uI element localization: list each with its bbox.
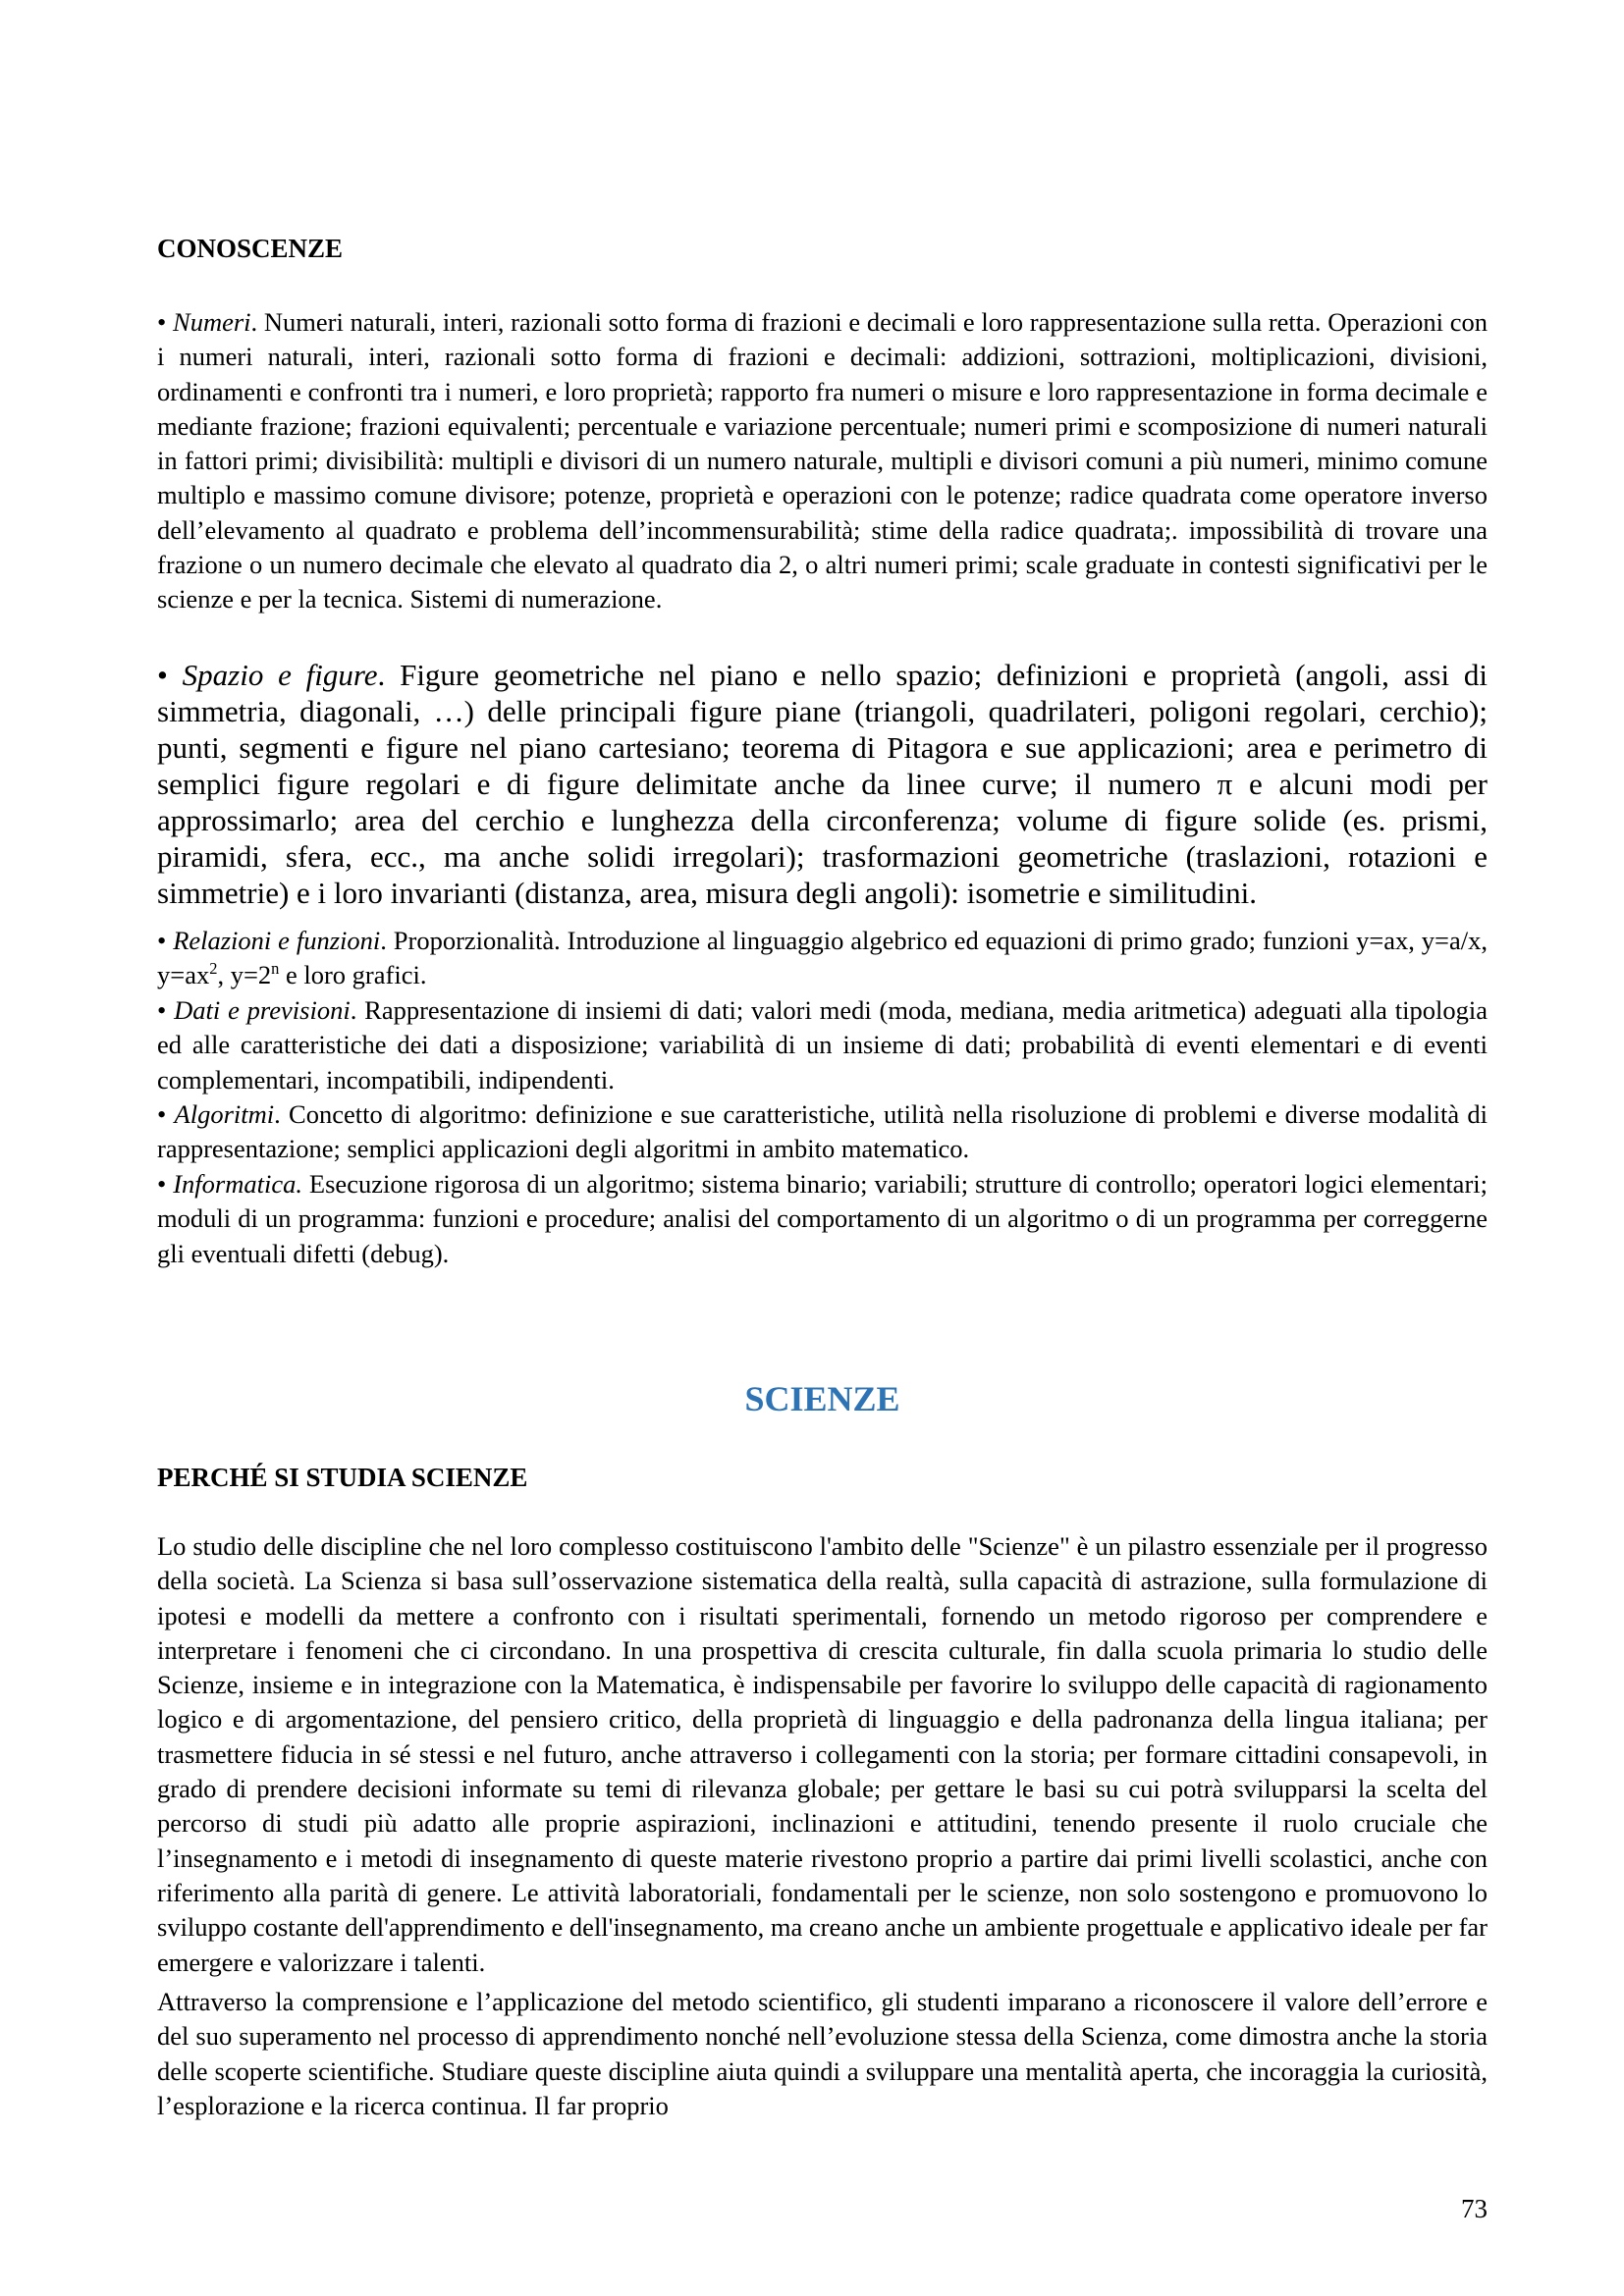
bullet-algoritmi (157, 1097, 1488, 1167)
bullet-text-relazioni: . Proporzionalità. Introduzione al linguaggio algebrico ed equazioni di primo grado; funzioni y=ax, y=a/x, y=ax (157, 926, 1488, 990)
bullet-spazio-figure (157, 657, 1488, 911)
bullet-marker: • (157, 307, 167, 337)
bullet-marker: • (157, 1169, 167, 1199)
bullet-dati-previsioni (157, 993, 1488, 1097)
superscript-n: n (271, 959, 280, 979)
bullet-lead-algoritmi: Algoritmi (174, 1099, 275, 1129)
bullet-text-algoritmi: . Concetto di algoritmo: definizione e sue caratteristiche, utilità nella risoluzione di problemi e diverse modalità di rappresentazione; semplici applicazioni degli algoritmi in ambito matematico. (157, 1099, 1488, 1164)
bullet-marker: • (157, 926, 167, 955)
paragraph-scienze-2 (157, 1985, 1488, 2123)
bullet-lead-relazioni: Relazioni e funzioni (173, 926, 381, 955)
section-heading-perche: PERCHÉ SI STUDIA SCIENZE (157, 1463, 528, 1492)
chapter-title-scienze: SCIENZE (744, 1379, 900, 1418)
bullet-lead-spazio: Spazio e figure (182, 658, 378, 692)
bullet-marker: • (157, 658, 168, 692)
bullet-marker: • (157, 1099, 167, 1129)
bullet-numeri (157, 305, 1488, 617)
bullet-relazioni-funzioni (157, 924, 1488, 993)
superscript-2: 2 (209, 959, 218, 979)
bullet-text-spazio: . Figure geometriche nel piano e nello spazio; definizioni e proprietà (angoli, assi di simmetria, diagonali, …) delle principali figure piane (triangoli, quadrilateri, poligoni regolari, cerchio); punti, segmenti e figure nel piano cartesiano; teorema di Pitagora e sue applicazioni; area e perimetro di semplici figure regolari e di figure delimitate anche da linee curve; il numero π e alcuni modi per approssimarlo; area del cerchio e lunghezza della circonferenza; volume di figure solide (es. prismi, piramidi, sfera, ecc., ma anche solidi irregolari); trasformazioni geometriche (traslazioni, rotazioni e simmetrie) e i loro invarianti (distanza, area, misura degli angoli): isometrie e similitudini. (157, 658, 1488, 910)
bullet-text-informatica: Esecuzione rigorosa di un algoritmo; sistema binario; variabili; strutture di controllo; operatori logici elementari; moduli di un programma: funzioni e procedure; analisi del comportamento di un algoritmo o di un programma per correggerne gli eventuali difetti (debug). (157, 1169, 1488, 1268)
bullet-lead-dati: Dati e previsioni (174, 995, 351, 1025)
paragraph-text: Lo studio delle discipline che nel loro complesso costituiscono l'ambito delle "Scienze" è un pilastro essenziale per il progresso della società. La Scienza si basa sull’osservazione sistematica della realtà, sulla capacità di astrazione, sulla formulazione di ipotesi e modelli da mettere a confronto con i risultati sperimentali, fornendo un metodo rigoroso per comprendere e interpretare i fenomeni che ci circondano. In una prospettiva di crescita culturale, fin dalla scuola primaria lo studio delle Scienze, insieme e in integrazione con la Matematica, è indispensabile per favorire lo sviluppo delle capacità di ragionamento logico e di argomentazione, del pensiero critico, della proprietà di linguaggio e della padronanza della lingua italiana; per trasmettere fiducia in sé stessi e nel futuro, anche attraverso i collegamenti con la storia; per formare cittadini consapevoli, in grado di prendere decisioni informate su temi di rilevanza globale; per gettare le basi su cui potrà svilupparsi la scelta del percorso di studi più adatto alle proprie aspirazioni, inclinazioni e attitudini, tenendo presente il ruolo cruciale che l’insegnamento e i metodi di insegnamento di queste materie rivestono proprio a partire dai primi livelli scolastici, anche con riferimento alla parità di genere. Le attività laboratoriali, fondamentali per le scienze, non solo sostengono e promuovono lo sviluppo costante dell'apprendimento e dell'insegnamento, ma creano anche un ambiente progettuale e applicativo ideale per far emergere e valorizzare i talenti. (157, 1531, 1488, 1977)
bullet-text-numeri: . Numeri naturali, interi, razionali sotto forma di frazioni e decimali e loro rappresentazione sulla retta. Operazioni con i numeri naturali, interi, razionali sotto forma di frazioni e decimali: addizioni, sottrazioni, moltiplicazioni, divisioni, ordinamenti e confronti tra i numeri, e loro proprietà; rapporto fra numeri o misure e loro rappresentazione in forma decimale e mediante frazione; frazioni equivalenti; percentuale e variazione percentuale; numeri primi e scomposizione di numeri naturali in fattori primi; divisibilità: multipli e divisori di un numero naturale, multipli e divisori comuni a più numeri, minimo comune multiplo e massimo comune divisore; potenze, proprietà e operazioni con le potenze; radice quadrata come operatore inverso dell’elevamento al quadrato e problema dell’incommensurabilità; stime della radice quadrata;. impossibilità di trovare una frazione o un numero decimale che elevato al quadrato dia 2, o altri numeri primi; scale graduate in contesti significativi per le scienze e per la tecnica. Sistemi di numerazione. (157, 307, 1488, 614)
paragraph-scienze-1 (157, 1529, 1488, 1980)
page-number: 73 (1461, 2194, 1488, 2223)
paragraph-text: Attraverso la comprensione e l’applicazione del metodo scientifico, gli studenti imparano a riconoscere il valore dell’errore e del suo superamento nel processo di apprendimento nonché nell’evoluzione stessa della Scienza, come dimostra anche la storia delle scoperte scientifiche. Studiare queste discipline aiuta quindi a sviluppare una mentalità aperta, che incoraggia la curiosità, l’esplorazione e la ricerca continua. Il far proprio (157, 1987, 1488, 2120)
bullet-marker: • (157, 995, 167, 1025)
bullet-text-relazioni-tail: e loro grafici. (279, 960, 427, 990)
bullet-lead-informatica: Informatica. (173, 1169, 302, 1199)
section-heading-conoscenze: CONOSCENZE (157, 234, 344, 263)
bullet-text-relazioni-mid: , y=2 (217, 960, 272, 990)
bullet-informatica (157, 1167, 1488, 1271)
bullet-text-dati: . Rappresentazione di insiemi di dati; valori medi (moda, mediana, media aritmetica) adeguati alla tipologia ed alle caratteristiche dei dati a disposizione; variabilità di un insieme di dati; probabilità di eventi elementari e di eventi complementari, incompatibili, indipendenti. (157, 995, 1488, 1095)
bullet-lead-numeri: Numeri (173, 307, 251, 337)
